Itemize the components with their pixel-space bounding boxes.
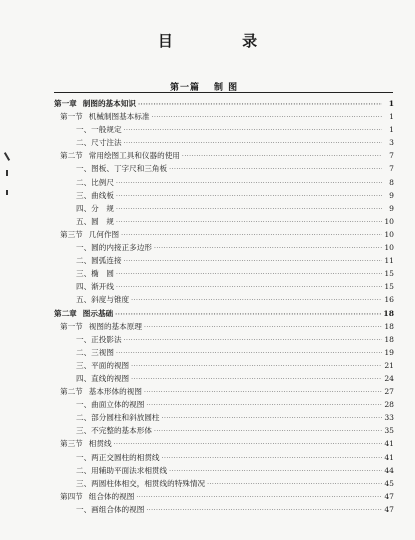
toc-page-number: 41	[384, 439, 394, 449]
toc-page-number: 18	[384, 321, 394, 331]
toc-entry-label: 相贯线	[88, 439, 112, 449]
toc-entry-label: 一、两正交圆柱的相贯线	[76, 452, 160, 462]
toc-leader-dots	[116, 268, 382, 280]
toc-entry-label: 三、平面的视图	[76, 360, 130, 370]
toc-entry-title	[76, 411, 160, 424]
toc-entry-chapter	[54, 307, 394, 320]
toc-entry-title	[76, 202, 114, 215]
toc-leader-dots	[162, 412, 382, 424]
toc-entry-label: 三、不完整的基本形体	[76, 426, 152, 436]
toc-entry-title	[76, 359, 129, 372]
toc-page-number: 1	[388, 99, 394, 108]
toc-leader-dots	[207, 478, 382, 490]
toc-page-number: 47	[384, 504, 394, 514]
toc-entry-item	[54, 346, 394, 359]
toc-leader-dots	[146, 399, 382, 411]
toc-entry-number: 第一节	[60, 321, 83, 331]
toc-entry-title	[76, 346, 114, 359]
toc-entry-title	[76, 293, 129, 306]
toc-page-number: 3	[389, 138, 394, 148]
toc-entry-chapter	[54, 97, 394, 110]
toc-page-number: 18	[384, 334, 394, 344]
toc-entry-section	[54, 437, 394, 450]
toc-leader-dots	[121, 229, 382, 241]
toc-entry-title	[76, 451, 160, 464]
toc-entry-title	[76, 477, 205, 490]
toc-entry-number: 第一章	[54, 99, 77, 108]
toc-entry-item	[54, 254, 394, 267]
binding-mark-top	[4, 152, 10, 161]
toc-entry-number: 第四节	[60, 491, 83, 501]
toc-leader-dots	[131, 373, 382, 385]
toc-entry-item	[54, 202, 394, 215]
toc-entry-item	[54, 162, 394, 175]
toc-entry-title	[76, 254, 122, 267]
toc-page-number: 7	[389, 151, 394, 161]
toc-page-number: 7	[389, 164, 394, 174]
toc-entry-section	[54, 228, 394, 241]
toc-page-number: 47	[384, 491, 394, 501]
toc-entry-item	[54, 372, 394, 385]
toc-entry-number: 第二节	[60, 387, 83, 397]
toc-page-number: 18	[383, 308, 394, 318]
toc-entry-item	[54, 477, 394, 490]
page-title: 目 录	[157, 32, 290, 50]
toc-page-number: 9	[389, 190, 394, 200]
toc-leader-dots	[116, 347, 382, 359]
toc-entry-label: 一、圆的内接正多边形	[76, 243, 152, 253]
toc-entry-title	[76, 215, 114, 228]
toc-entry-title	[76, 136, 122, 149]
toc-entry-item	[54, 464, 394, 477]
toc-entry-label: 组合体的视图	[88, 491, 135, 501]
part-name: 制 图	[214, 83, 239, 93]
toc-entry-item	[54, 398, 394, 411]
toc-entry-label: 二、尺寸注法	[76, 138, 122, 148]
toc-leader-dots	[154, 242, 382, 254]
toc-entry-section	[54, 149, 394, 162]
toc-page-number: 1	[389, 112, 394, 122]
toc-entry-number: 第三节	[60, 439, 83, 449]
toc-entry-label: 一、一般规定	[76, 125, 122, 135]
toc-entry-title	[60, 490, 134, 503]
toc-entry-title	[76, 267, 114, 280]
toc-page-number: 9	[389, 203, 394, 213]
toc-page-number: 44	[384, 465, 394, 475]
toc-entry-title	[60, 110, 150, 123]
toc-leader-dots	[116, 190, 382, 202]
toc-entry-item	[54, 189, 394, 202]
toc-entry-title	[76, 176, 114, 189]
toc-entry-label: 几何作图	[88, 229, 120, 239]
toc-entry-number: 第三节	[60, 229, 83, 239]
toc-entry-title	[76, 241, 152, 254]
heading-rule	[54, 92, 393, 93]
toc-entry-label: 一、曲面立体的视图	[76, 400, 145, 410]
toc-entry-title	[76, 162, 167, 175]
toc-entry-title	[76, 398, 144, 411]
toc-leader-dots	[144, 321, 382, 333]
toc-entry-item	[54, 123, 394, 136]
toc-leader-dots	[152, 111, 382, 123]
toc-entry-label: 三、椭 圆	[76, 269, 114, 279]
toc-entry-title	[60, 228, 119, 241]
toc-entry-title	[76, 464, 167, 477]
toc-entry-item	[54, 451, 394, 464]
toc-page-number: 15	[384, 269, 394, 279]
toc-entry-item	[54, 293, 394, 306]
toc-entry-label: 一、画组合体的视图	[76, 504, 145, 514]
toc-leader-dots	[116, 203, 382, 215]
toc-entry-title	[54, 97, 136, 110]
toc-leader-dots	[169, 163, 382, 175]
toc-entry-section	[54, 490, 394, 503]
toc-entry-title	[60, 320, 142, 333]
toc-entry-label: 二、圆弧连接	[76, 256, 122, 266]
toc-entry-title	[76, 280, 114, 293]
toc-entry-label: 制图的基本知识	[82, 99, 136, 108]
toc-leader-dots	[131, 360, 382, 372]
toc-page-number: 33	[384, 413, 394, 423]
toc-entry-label: 四、渐开线	[76, 282, 114, 292]
toc-entry-item	[54, 176, 394, 189]
toc-entry-title	[76, 424, 152, 437]
toc-page-number: 41	[384, 452, 394, 462]
table-of-contents	[54, 97, 394, 516]
toc-leader-dots	[116, 177, 382, 189]
toc-page-number: 10	[384, 216, 394, 226]
toc-entry-number: 第二节	[60, 151, 83, 161]
toc-entry-item	[54, 333, 394, 346]
toc-entry-section	[54, 320, 394, 333]
toc-entry-label: 二、用辅助平面法求相贯线	[76, 465, 168, 475]
toc-page-number: 35	[384, 426, 394, 436]
toc-entry-item	[54, 267, 394, 280]
toc-page-number: 10	[384, 229, 394, 239]
toc-entry-label: 二、比例尺	[76, 177, 114, 187]
toc-page-number: 45	[384, 478, 394, 488]
toc-page-number: 28	[384, 400, 394, 410]
toc-leader-dots	[124, 334, 382, 346]
toc-page-number: 24	[384, 373, 394, 383]
toc-leader-dots	[154, 425, 382, 437]
toc-page-number: 15	[384, 282, 394, 292]
toc-leader-dots	[169, 465, 382, 477]
toc-entry-title	[60, 149, 180, 162]
toc-page-number: 21	[384, 360, 394, 370]
toc-entry-label: 基本形体的视图	[88, 387, 142, 397]
toc-entry-title	[60, 385, 142, 398]
toc-entry-title	[76, 372, 129, 385]
toc-leader-dots	[131, 294, 382, 306]
toc-entry-label: 二、部分圆柱和斜放圆柱	[76, 413, 160, 423]
binding-mark-mid	[6, 170, 8, 176]
toc-entry-label: 视图的基本原理	[88, 321, 142, 331]
toc-page-number: 11	[384, 256, 394, 266]
toc-page-number: 16	[384, 295, 394, 305]
toc-entry-title	[54, 307, 113, 320]
toc-page-number: 8	[389, 177, 394, 187]
toc-entry-item	[54, 359, 394, 372]
part-number: 第一篇	[170, 83, 201, 93]
toc-leader-dots	[116, 281, 382, 293]
toc-entry-label: 一、正投影法	[76, 334, 122, 344]
toc-entry-item	[54, 215, 394, 228]
toc-page-number: 19	[384, 347, 394, 357]
toc-leader-dots	[138, 98, 382, 110]
toc-entry-title	[76, 189, 114, 202]
toc-entry-title	[76, 333, 122, 346]
toc-page-number: 10	[384, 243, 394, 253]
toc-entry-number: 第一节	[60, 112, 83, 122]
toc-entry-label: 机械制图基本标准	[88, 112, 150, 122]
toc-entry-item	[54, 136, 394, 149]
toc-entry-label: 一、图板、丁字尺和三角板	[76, 164, 168, 174]
toc-entry-item	[54, 424, 394, 437]
toc-leader-dots	[124, 124, 382, 136]
toc-entry-label: 常用绘图工具和仪器的使用	[88, 151, 180, 161]
toc-entry-number: 第二章	[54, 308, 77, 318]
toc-page-number: 27	[384, 387, 394, 397]
toc-leader-dots	[144, 386, 382, 398]
toc-leader-dots	[124, 255, 382, 267]
toc-entry-item	[54, 411, 394, 424]
binding-mark-bottom	[6, 190, 8, 195]
toc-leader-dots	[114, 438, 382, 450]
toc-leader-dots	[162, 452, 382, 464]
toc-entry-label: 三、曲线板	[76, 190, 114, 200]
toc-leader-dots	[182, 150, 382, 162]
toc-entry-section	[54, 385, 394, 398]
toc-entry-label: 二、三视图	[76, 347, 114, 357]
toc-entry-item	[54, 280, 394, 293]
toc-entry-item	[54, 241, 394, 254]
toc-entry-label: 五、斜度与锥度	[76, 295, 130, 305]
toc-entry-label: 三、两圆柱体相交，相贯线的特殊情况	[76, 478, 206, 488]
toc-entry-title	[76, 123, 122, 136]
toc-leader-dots	[146, 504, 382, 516]
toc-leader-dots	[116, 216, 382, 228]
toc-leader-dots	[136, 491, 382, 503]
toc-leader-dots	[124, 137, 382, 149]
toc-page-number: 1	[389, 125, 394, 135]
toc-entry-section	[54, 110, 394, 123]
toc-entry-label: 四、分 规	[76, 203, 114, 213]
toc-entry-item	[54, 503, 394, 516]
toc-entry-label: 四、直线的视图	[76, 373, 130, 383]
toc-entry-label: 图示基础	[82, 308, 114, 318]
toc-leader-dots	[115, 308, 381, 320]
toc-entry-label: 五、圆 规	[76, 216, 114, 226]
toc-entry-title	[60, 437, 112, 450]
toc-entry-title	[76, 503, 144, 516]
